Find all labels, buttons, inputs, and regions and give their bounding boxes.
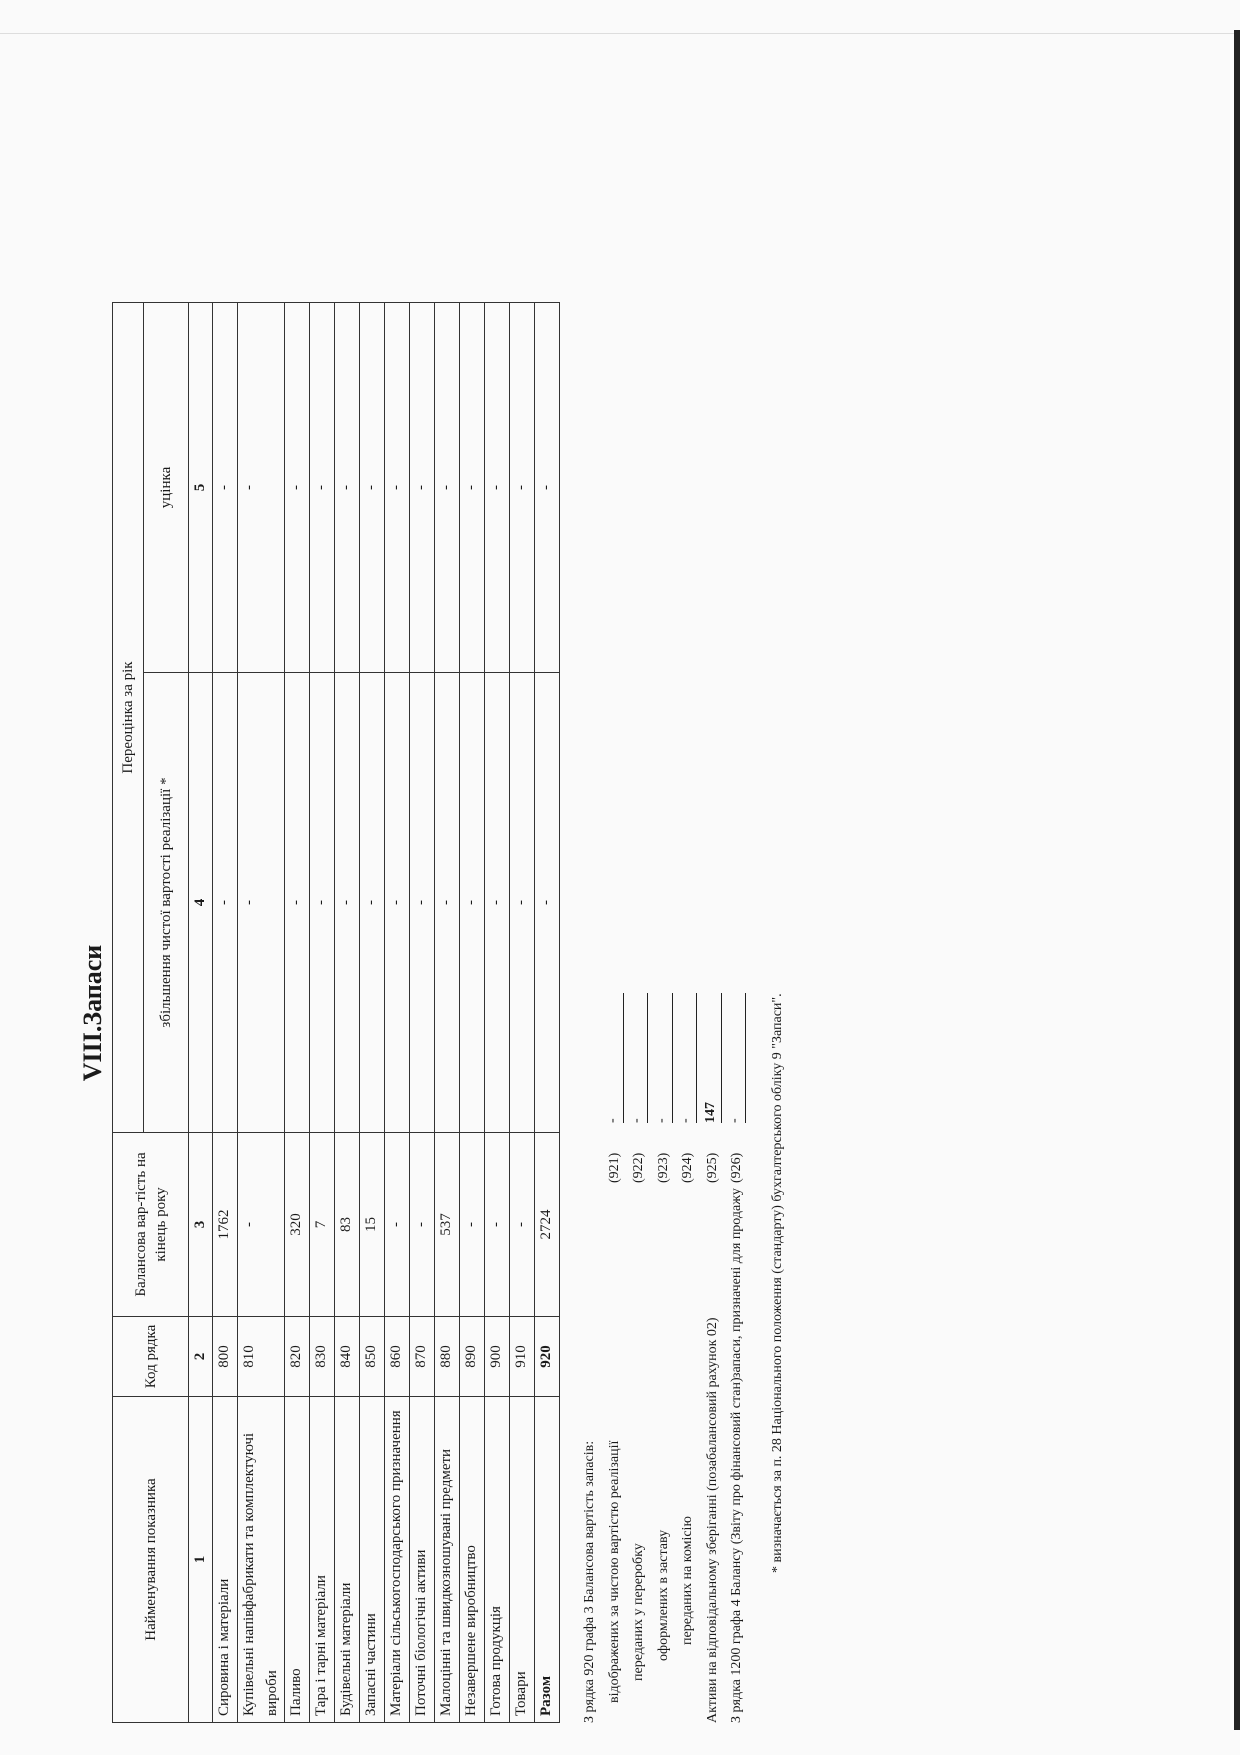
- row-balance: -: [460, 1133, 485, 1317]
- row-code: 810: [238, 1317, 285, 1397]
- row-markdown: -: [285, 302, 310, 672]
- total-name: Разом: [535, 1397, 560, 1723]
- header-revaluation: Переоцінка за рік: [113, 302, 144, 1132]
- row-name: Матеріали сільськогосподарського призначення: [385, 1397, 410, 1723]
- header-row-1: [113, 302, 144, 1722]
- row-name: Сировина і матеріали: [213, 1397, 238, 1723]
- row-name: Малоцінні та швидкозношувані предмети: [435, 1397, 460, 1723]
- row-markdown: -: [485, 302, 510, 672]
- row-increase: -: [460, 673, 485, 1133]
- notes-heading: З рядка 920 графа 3 Балансова вартість запасів:: [582, 1440, 597, 1723]
- row-increase: -: [285, 673, 310, 1133]
- note-code: (923): [655, 1152, 671, 1183]
- row-code: 830: [310, 1317, 335, 1397]
- note-code: (925): [704, 1152, 720, 1183]
- row-name: Товари: [510, 1397, 535, 1723]
- header-balance: Балансова вар-тість на кінець року: [113, 1133, 189, 1317]
- total-balance: 2724: [535, 1133, 560, 1317]
- note-label: переданих на комісію: [680, 1516, 695, 1645]
- row-increase: -: [510, 673, 535, 1133]
- note-code: (922): [631, 1152, 646, 1183]
- row-balance: 537: [435, 1133, 460, 1317]
- row-code: 850: [360, 1317, 385, 1397]
- row-balance: -: [385, 1133, 410, 1317]
- row-increase: -: [360, 673, 385, 1133]
- row-increase: -: [385, 673, 410, 1133]
- row-increase: -: [485, 673, 510, 1133]
- note-label: переданих у переробку: [631, 1543, 646, 1681]
- row-balance: -: [410, 1133, 435, 1317]
- row-markdown: -: [335, 302, 360, 672]
- row-increase: -: [238, 673, 285, 1133]
- header-increase: збільшення чистої вартості реалізації *: [144, 673, 189, 1133]
- row-code: 820: [285, 1317, 310, 1397]
- row-markdown: -: [385, 302, 410, 672]
- column-number-row: [189, 302, 213, 1722]
- table-row: [435, 302, 460, 1722]
- total-markdown: -: [535, 302, 560, 672]
- row-balance: -: [238, 1133, 285, 1317]
- row-increase: -: [435, 673, 460, 1133]
- note-label: відображених за чистою вартістю реалізації: [606, 1440, 622, 1703]
- note-value: -: [627, 993, 648, 1123]
- row-markdown: -: [238, 302, 285, 672]
- row-markdown: -: [310, 302, 335, 672]
- row-name: Купівельні напівфабрикати та комплектуючі вироби: [238, 1397, 285, 1723]
- section-title: VIII.Запаси: [78, 944, 107, 1082]
- row-balance: 320: [285, 1133, 310, 1317]
- inventory-table: [112, 302, 560, 1723]
- header-code: Код рядка: [113, 1317, 189, 1397]
- note-code: (921): [606, 1152, 622, 1183]
- note-label-secondary: запаси, призначені для продажу: [729, 1188, 744, 1378]
- row-code: 870: [410, 1317, 435, 1397]
- total-row: [535, 302, 560, 1722]
- scan-top-edge: [0, 33, 1234, 34]
- table-row: [360, 302, 385, 1722]
- table-row: [310, 302, 335, 1722]
- row-name: Поточні біологічні активи: [410, 1397, 435, 1723]
- note-code: (926): [729, 1152, 744, 1183]
- row-name: Готова продукція: [485, 1397, 510, 1723]
- header-name: Найменування показника: [113, 1397, 189, 1723]
- row-markdown: -: [213, 302, 238, 672]
- scan-right-edge: [1234, 30, 1240, 1730]
- row-markdown: -: [435, 302, 460, 672]
- total-increase: -: [535, 673, 560, 1133]
- note-code: (924): [680, 1152, 695, 1183]
- note-value: -: [652, 993, 673, 1123]
- note-value: 147: [701, 993, 722, 1123]
- row-code: 910: [510, 1317, 535, 1397]
- table-row: [510, 302, 535, 1722]
- row-balance: 83: [335, 1133, 360, 1317]
- row-balance: 7: [310, 1133, 335, 1317]
- note-value: -: [603, 993, 624, 1123]
- row-name: Тара і тарні матеріали: [310, 1397, 335, 1723]
- row-code: 860: [385, 1317, 410, 1397]
- row-code: 840: [335, 1317, 360, 1397]
- row-code: 800: [213, 1317, 238, 1397]
- column-number: 2: [189, 1317, 213, 1397]
- row-increase: -: [335, 673, 360, 1133]
- row-markdown: -: [410, 302, 435, 672]
- table-row: [410, 302, 435, 1722]
- row-name: Паливо: [285, 1397, 310, 1723]
- row-markdown: -: [510, 302, 535, 672]
- header-markdown: уцінка: [144, 302, 189, 672]
- note-label: оформлених в заставу: [655, 1529, 671, 1661]
- row-code: 900: [485, 1317, 510, 1397]
- column-number: 4: [189, 673, 213, 1133]
- table-row: [460, 302, 485, 1722]
- note-value: -: [725, 993, 746, 1123]
- table-row: [485, 302, 510, 1722]
- rotated-page-content: [60, 303, 910, 1723]
- row-name: Запасні частини: [360, 1397, 385, 1723]
- table-row: [238, 302, 285, 1722]
- row-balance: -: [485, 1133, 510, 1317]
- note-label: З рядка 1200 графа 4 Балансу (Звіту про фінансовий стан): [729, 1377, 744, 1723]
- column-number: 3: [189, 1133, 213, 1317]
- row-increase: -: [310, 673, 335, 1133]
- table-row: [213, 302, 238, 1722]
- row-increase: -: [213, 673, 238, 1133]
- column-number: 1: [189, 1397, 213, 1723]
- row-balance: -: [510, 1133, 535, 1317]
- row-code: 890: [460, 1317, 485, 1397]
- total-code: 920: [535, 1317, 560, 1397]
- row-balance: 1762: [213, 1133, 238, 1317]
- row-markdown: -: [360, 302, 385, 672]
- row-balance: 15: [360, 1133, 385, 1317]
- row-code: 880: [435, 1317, 460, 1397]
- footnote: * визначається за п. 28 Національного положення (стандарту) бухгалтерського обліку 9 "Запаси".: [770, 993, 785, 1573]
- row-name: Незавершене виробництво: [460, 1397, 485, 1723]
- table-row: [335, 302, 360, 1722]
- table-row: [385, 302, 410, 1722]
- row-markdown: -: [460, 302, 485, 672]
- row-increase: -: [410, 673, 435, 1133]
- note-value: -: [676, 993, 697, 1123]
- note-label: Активи на відповідальному зберіганні (позабалансовий рахунок 02): [704, 1317, 720, 1723]
- table-row: [285, 302, 310, 1722]
- column-number: 5: [189, 302, 213, 672]
- row-name: Будівельні матеріали: [335, 1397, 360, 1723]
